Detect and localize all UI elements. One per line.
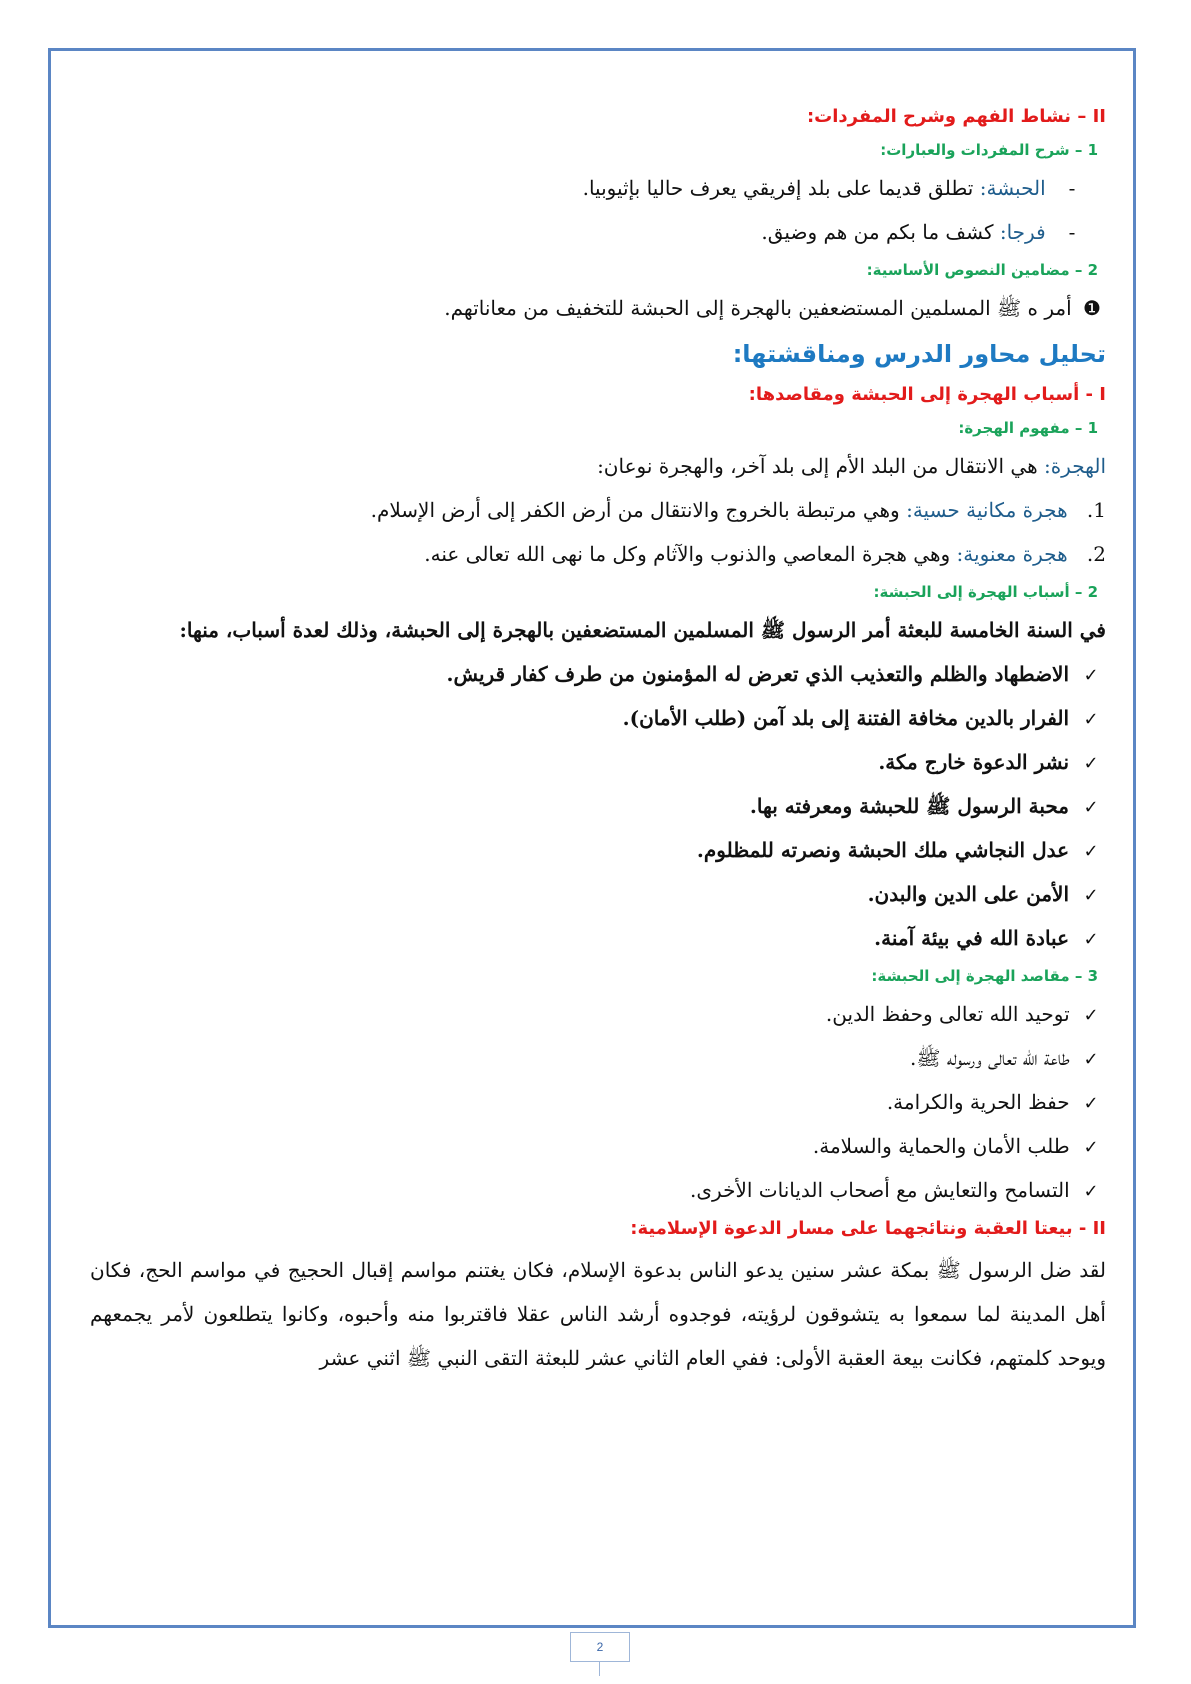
vocab-item <box>78 210 1106 254</box>
checkmark-icon: ✓ <box>1083 929 1099 950</box>
checkmark-icon: ✓ <box>1083 885 1099 906</box>
checkmark-icon: ✓ <box>1083 1049 1099 1070</box>
hijra-type-item <box>78 532 1106 576</box>
checkmark-icon: ✓ <box>1083 1093 1099 1114</box>
reason-item <box>78 696 1106 740</box>
checkmark-icon: ✓ <box>1083 1137 1099 1158</box>
part-two-title: II - بيعتا العقبة ونتائجهما على مسار الدعوة الإسلامية: <box>630 1218 1106 1239</box>
goal-text: التسامح والتعايش مع أصحاب الديانات الأخرى. <box>690 1178 1070 1202</box>
goal-item <box>78 1080 1106 1124</box>
item-number: 2. <box>1086 542 1106 566</box>
checkmark-icon: ✓ <box>1083 841 1099 862</box>
reason-item <box>78 872 1106 916</box>
vocab-item <box>78 166 1106 210</box>
numbered-circle-icon: ❶ <box>1083 296 1101 320</box>
vocab-definition: كشف ما بكم من هم وضيق. <box>761 220 1000 244</box>
vocab-definition: تطلق قديما على بلد إفريقي يعرف حاليا بإثيوبيا. <box>582 176 980 200</box>
checkmark-icon: ✓ <box>1083 665 1099 686</box>
definition-text: هي الانتقال من البلد الأم إلى بلد آخر، والهجرة نوعان: <box>597 454 1044 478</box>
goals-subtitle: 3 – مقاصد الهجرة إلى الحبشة: <box>871 967 1098 985</box>
reason-text: الفرار بالدين مخافة الفتنة إلى بلد آمن (طلب الأمان). <box>622 706 1070 730</box>
content-subtitle: 2 – مضامين النصوص الأساسية: <box>866 261 1098 279</box>
goal-item <box>78 992 1106 1036</box>
hijra-definition <box>78 444 1106 488</box>
goal-item <box>78 1036 1106 1080</box>
checkmark-icon: ✓ <box>1083 1005 1099 1026</box>
reason-text: عبادة الله في بيئة آمنة. <box>874 926 1070 950</box>
type-term: هجرة مكانية حسية: <box>906 498 1068 522</box>
goal-text: طلب الأمان والحماية والسلامة. <box>812 1134 1070 1158</box>
hijra-type-item <box>78 488 1106 532</box>
goal-text: توحيد الله تعالى وحفظ الدين. <box>825 1002 1070 1026</box>
aqaba-paragraph: لقد ضل الرسول ﷺ بمكة عشر سنين يدعو الناس بدعوة الإسلام، فكان يغتنم مواسم إقبال الحجيج في مواسم الحج، فكان أهل المدينة لما سمعوا به يتشوقون لرؤيته، فوجدوه أرشد الناس عقلا فاقتربوا منه وأحبوه، وكانوا يتطلعون لأمر يجمعهم ويوحد كلمتهم، فكانت بيعة العقبة الأولى: ففي العام الثاني عشر للبعثة التقى النبي ﷺ اثني عشر <box>90 1258 1106 1370</box>
reasons-subtitle: 2 – أسباب الهجرة إلى الحبشة: <box>873 583 1098 601</box>
page-number-tick <box>599 1662 600 1676</box>
vocab-subtitle: 1 – شرح المفردات والعبارات: <box>880 141 1098 159</box>
page-number: 2 <box>570 1632 630 1662</box>
checkmark-icon: ✓ <box>1083 709 1099 730</box>
reason-item <box>78 828 1106 872</box>
type-text: وهي مرتبطة بالخروج والانتقال من أرض الكفر إلى أرض الإسلام. <box>370 498 907 522</box>
reason-item <box>78 784 1106 828</box>
dash-bullet: - <box>1068 220 1076 244</box>
content-item <box>78 286 1106 330</box>
goal-item <box>78 1124 1106 1168</box>
goal-text: طاعة الله تعالى ورسوله ﷺ. <box>910 1046 1070 1070</box>
document-body <box>78 100 1106 1400</box>
section-vocab-title: II – نشاط الفهم وشرح المفردات: <box>806 106 1106 127</box>
reason-item <box>78 740 1106 784</box>
analysis-title: تحليل محاور الدرس ومناقشتها: <box>732 340 1106 368</box>
part-one-title: I - أسباب الهجرة إلى الحبشة ومقاصدها: <box>748 384 1106 405</box>
type-text: وهي هجرة المعاصي والذنوب والآثام وكل ما نهى الله تعالى عنه. <box>424 542 957 566</box>
vocab-term: الحبشة: <box>979 176 1046 200</box>
reason-item <box>78 652 1106 696</box>
concept-subtitle: 1 – مفهوم الهجرة: <box>958 419 1098 437</box>
reasons-intro: في السنة الخامسة للبعثة أمر الرسول ﷺ المسلمين المستضعفين بالهجرة إلى الحبشة، وذلك لعدة أسباب، منها: <box>179 618 1106 642</box>
vocab-term: فرجا: <box>999 220 1046 244</box>
checkmark-icon: ✓ <box>1083 753 1099 774</box>
checkmark-icon: ✓ <box>1083 1181 1099 1202</box>
content-item-text: أمر ه ﷺ المسلمين المستضعفين بالهجرة إلى الحبشة للتخفيف من معاناتهم. <box>444 296 1072 320</box>
type-term: هجرة معنوية: <box>956 542 1068 566</box>
definition-term: الهجرة: <box>1043 454 1106 478</box>
reason-text: عدل النجاشي ملك الحبشة ونصرته للمظلوم. <box>696 838 1070 862</box>
item-number: 1. <box>1086 498 1106 522</box>
checkmark-icon: ✓ <box>1083 797 1099 818</box>
reason-text: محبة الرسول ﷺ للحبشة ومعرفته بها. <box>749 794 1070 818</box>
reason-text: نشر الدعوة خارج مكة. <box>878 750 1070 774</box>
reason-text: الاضطهاد والظلم والتعذيب الذي تعرض له المؤمنون من طرف كفار قريش. <box>446 662 1070 686</box>
goal-item <box>78 1168 1106 1212</box>
reason-item <box>78 916 1106 960</box>
dash-bullet: - <box>1068 176 1076 200</box>
reason-text: الأمن على الدين والبدن. <box>867 882 1070 906</box>
goal-text: حفظ الحرية والكرامة. <box>886 1090 1070 1114</box>
